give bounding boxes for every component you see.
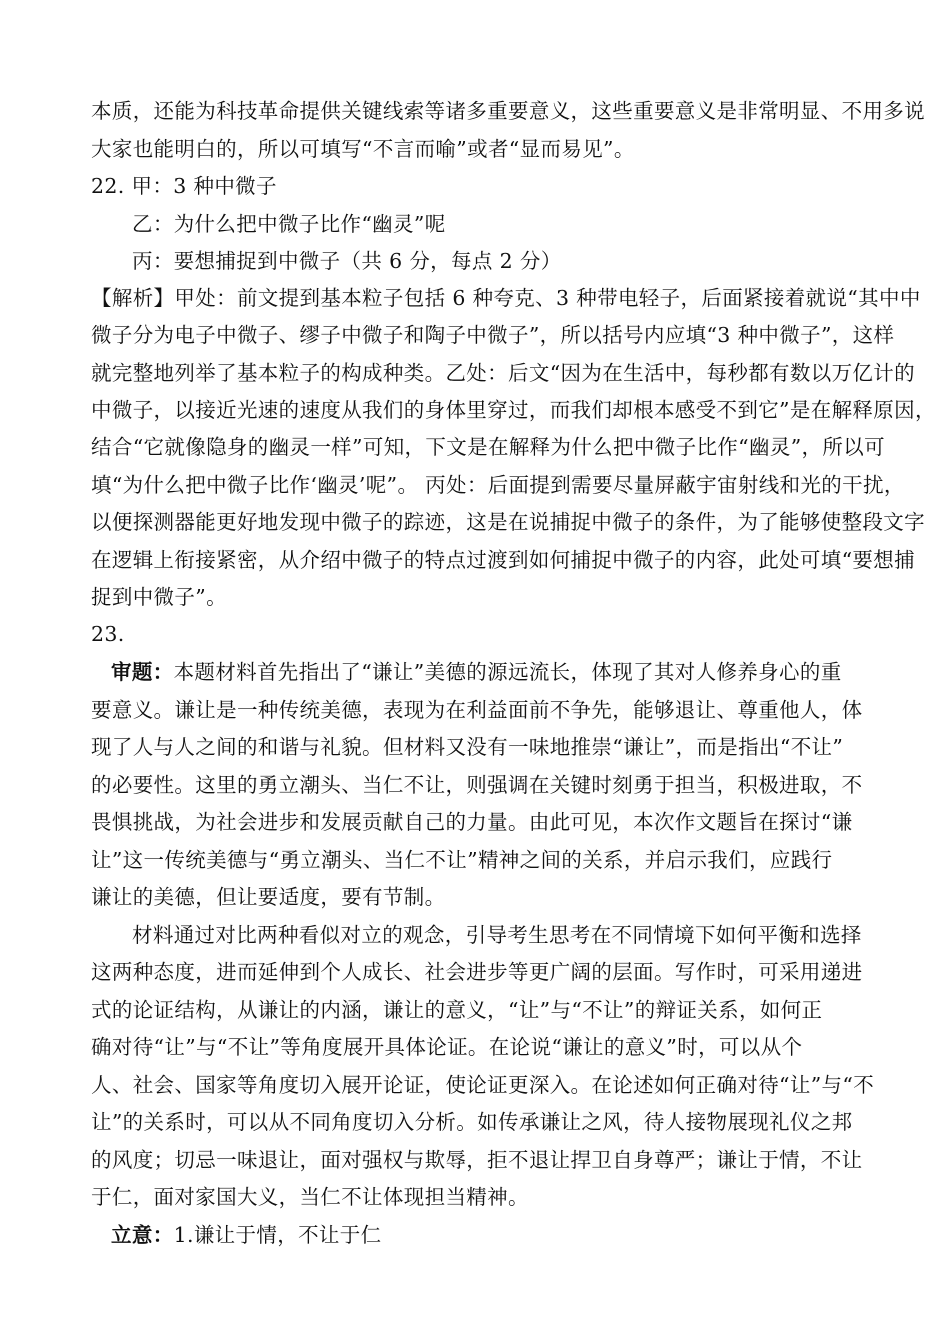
answer-22-item: 丙：要想捕捉到中微子（共 6 分，每点 2 分） [132, 249, 562, 273]
text-line: 于仁，面对家国大义，当仁不让体现担当精神。 [91, 1185, 529, 1209]
text-line: 让”的关系时，可以从不同角度切入分析。如传承谦让之风，待人接物展现礼仪之邦 [91, 1110, 853, 1134]
text-line: 人、社会、国家等角度切入展开论证，使论证更深入。在论述如何正确对待“让”与“不 [91, 1073, 875, 1097]
analysis-first-line [0, 284, 950, 312]
text-line: 以便探测器能更好地发现中微子的踪迹，这是在说捕捉中微子的条件，为了能够使整段文字 [91, 510, 925, 534]
text-line: 让”这一传统美德与“勇立潮头、当仁不让”精神之间的关系，并启示我们，应践行 [91, 848, 833, 872]
text-line: 微子分为电子中微子、缪子中微子和陶子中微子”，所以括号内应填“3 种中微子”，这样 [91, 323, 895, 347]
review-first-line [0, 658, 950, 686]
thesis-heading: 立意： [111, 1223, 174, 1247]
text-line: 的风度；切忌一味退让，面对强权与欺辱，拒不退让捍卫自身尊严；谦让于情，不让 [91, 1148, 863, 1172]
text-line: 在逻辑上衔接紧密，从介绍中微子的特点过渡到如何捕捉中微子的内容，此处可填“要想捕 [91, 548, 915, 572]
answer-22-item: 乙：为什么把中微子比作“幽灵”呢 [132, 212, 446, 236]
text-line: 的必要性。这里的勇立潮头、当仁不让，则强调在关键时刻勇于担当，积极进取，不 [91, 773, 863, 797]
text-line: 材料通过对比两种看似对立的观念，引导考生思考在不同情境下如何平衡和选择 [132, 923, 862, 947]
text-line: 捉到中微子”。 [91, 585, 227, 609]
question-23-label: 23. [91, 622, 125, 646]
text-line: 本质，还能为科技革命提供关键线索等诸多重要意义，这些重要意义是非常明显、不用多说 [91, 99, 925, 123]
text-line: 就完整地列举了基本粒子的构成种类。乙处：后文“因为在生活中，每秒都有数以万亿计的 [91, 361, 915, 385]
text-line: 谦让的美德，但让要适度，要有节制。 [91, 885, 446, 909]
answer-22-label: 22. 甲：3 种中微子 [91, 174, 277, 198]
text-line: 式的论证结构，从谦让的内涵，谦让的意义，“让”与“不让”的辩证关系，如何正 [91, 998, 823, 1022]
thesis-text: 1.谦让于情，不让于仁 [173, 1223, 382, 1247]
review-heading: 审题： [111, 660, 174, 684]
analysis-text: 甲处：前文提到基本粒子包括 6 种夸克、3 种带电轻子，后面紧接着就说“其中中 [174, 286, 921, 310]
text-line: 确对待“让”与“不让”等角度展开具体论证。在论说“谦让的意义”时，可以从个 [91, 1035, 803, 1059]
analysis-heading: 【解析】 [91, 286, 175, 310]
text-line: 这两种态度，进而延伸到个人成长、社会进步等更广阔的层面。写作时，可采用递进 [91, 960, 863, 984]
text-line: 结合“它就像隐身的幽灵一样”可知，下文是在解释为什么把中微子比作“幽灵”，所以可 [91, 435, 885, 459]
text-line: 畏惧挑战，为社会进步和发展贡献自己的力量。由此可见，本次作文题旨在探讨“谦 [91, 810, 853, 834]
text-line: 中微子，以接近光速的速度从我们的身体里穿过，而我们却根本感受不到它”是在解释原因， [91, 398, 936, 422]
thesis-line [0, 1221, 950, 1249]
text-line: 填“为什么把中微子比作‘幽灵’呢”。 丙处：后面提到需要尽量屏蔽宇宙射线和光的干扰， [91, 473, 905, 497]
text-line: 现了人与人之间的和谐与礼貌。但材料又没有一味地推崇“谦让”，而是指出“不让” [91, 735, 844, 759]
text-line: 要意义。谦让是一种传统美德，表现为在利益面前不争先，能够退让、尊重他人，体 [91, 698, 863, 722]
text-line: 大家也能明白的，所以可填写“不言而喻”或者“显而易见”。 [91, 137, 635, 161]
review-text: 本题材料首先指出了“谦让”美德的源远流长，体现了其对人修养身心的重 [173, 660, 842, 684]
